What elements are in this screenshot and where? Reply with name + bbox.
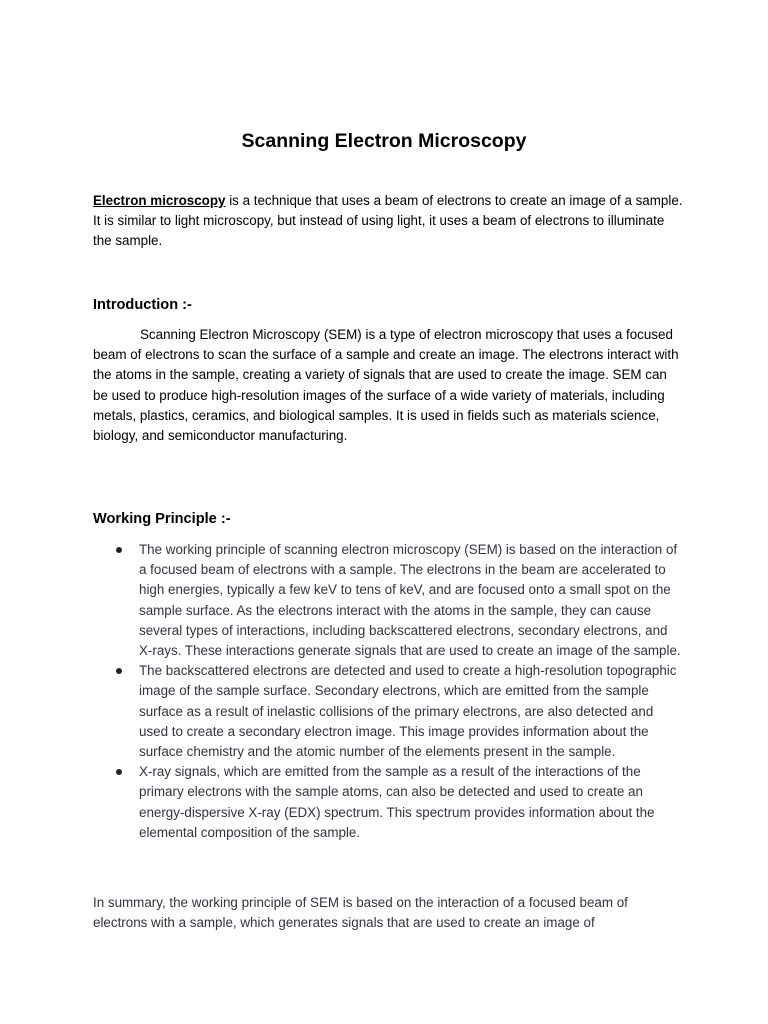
working-principle-heading: Working Principle :- [93,511,231,527]
working-principle-list [93,540,683,843]
bullet-icon [116,668,122,674]
list-item-text: The working principle of scanning electron microscopy (SEM) is based on the interaction of a focused beam of electrons with a sample. The electrons in the beam are accelerated to high energies, typically a few keV to tens of keV, and are focused onto a small spot on the sample surface. As the electrons interact with the atoms in the sample, they can cause several types of interactions, including backscattered electrons, secondary electrons, and X-rays. These interactions generate signals that are used to create an image of the sample. [139,542,681,659]
intro-text: is a technique that uses a beam of electrons to create an image of a sample. It is similar to light microscopy, but instead of using light, it uses a beam of electrons to illuminate the sample. [93,193,683,249]
bullet-icon [116,769,122,775]
introduction-paragraph: Scanning Electron Microscopy (SEM) is a type of electron microscopy that uses a focused beam of electrons to scan the surface of a sample and create an image. The electrons interact with the atoms in the sample, creating a variety of signals that are used to create the image. SEM can be used to produce high-resolution images of the surface of a wide variety of materials, including metals, plastics, ceramics, and biological samples. It is used in fields such as materials science, biology, and semiconductor manufacturing. [93,327,679,444]
intro-term: Electron microscopy [93,193,226,208]
introduction-heading: Introduction :- [93,297,192,313]
summary-paragraph: In summary, the working principle of SEM is based on the interaction of a focused beam of electrons with a sample, which generates signals that are used to create an image of [93,895,628,931]
list-item [93,540,683,661]
document-title: Scanning Electron Microscopy [241,130,527,152]
intro-paragraph [93,191,683,252]
list-item-text: X-ray signals, which are emitted from the sample as a result of the interactions of the primary electrons with the sample atoms, can also be detected and used to create an energy-dispersive X-ray (EDX) spectrum. This spectrum provides information about the elemental composition of the sample. [139,764,655,840]
list-item-text: The backscattered electrons are detected and used to create a high-resolution topographic image of the sample surface. Secondary electrons, which are emitted from the sample surface as a result of inelastic collisions of the primary electrons, are also detected and used to create a secondary electron image. This image provides information about the surface chemistry and the atomic number of the elements present in the sample. [139,663,677,760]
list-item [93,762,683,843]
bullet-icon [116,547,122,553]
list-item [93,661,683,762]
